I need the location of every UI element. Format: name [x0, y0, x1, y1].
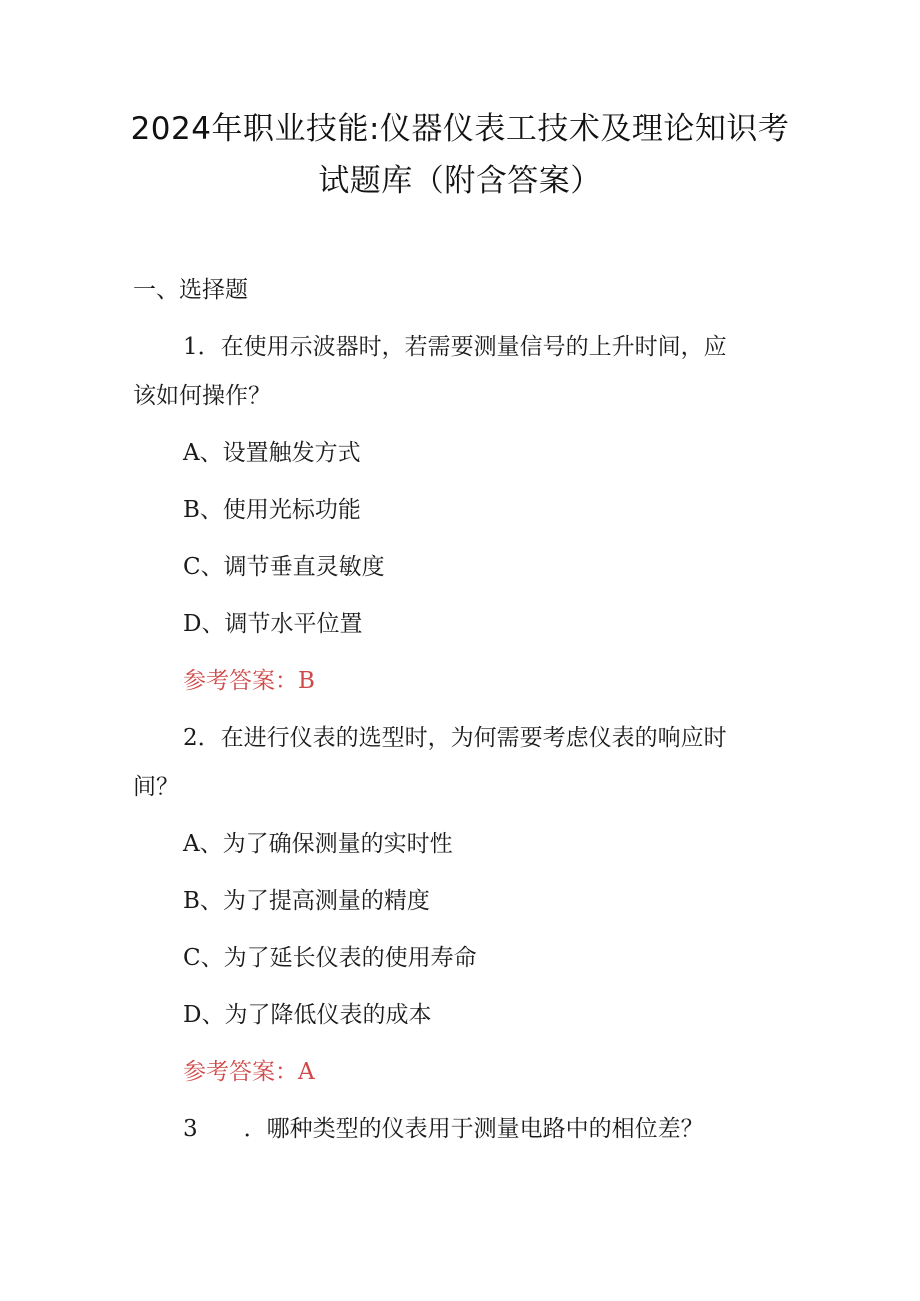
question-2-text-line-2: 间？ [133, 774, 179, 800]
question-1-option-d: D、调节水平位置 [183, 611, 363, 637]
question-2-option-c: C、为了延长仪表的使用寿命 [183, 945, 477, 971]
question-2-option-b: B、为了提高测量的精度 [183, 888, 430, 914]
question-1-option-a: A、设置触发方式 [183, 440, 361, 466]
question-1-answer: 参考答案：B [183, 668, 315, 694]
question-1-option-c: C、调节垂直灵敏度 [183, 554, 385, 580]
question-2-text-line-1: 2．在进行仪表的选型时，为何需要考虑仪表的响应时 [183, 725, 727, 751]
question-1-text-line-1: 1．在使用示波器时，若需要测量信号的上升时间，应 [183, 334, 727, 360]
section-heading: 一、选择题 [133, 277, 248, 303]
question-3-text-line-1: 3 ．哪种类型的仪表用于测量电路中的相位差？ [183, 1116, 704, 1142]
question-1-text-line-2: 该如何操作？ [133, 383, 271, 409]
question-2-answer: 参考答案：A [183, 1059, 315, 1085]
document-title: 2024年职业技能:仪器仪表工技术及理论知识考试题库（附含答案） [130, 111, 790, 199]
question-1-option-b: B、使用光标功能 [183, 497, 361, 523]
question-2-option-a: A、为了确保测量的实时性 [183, 831, 453, 857]
question-2-option-d: D、为了降低仪表的成本 [183, 1002, 432, 1028]
